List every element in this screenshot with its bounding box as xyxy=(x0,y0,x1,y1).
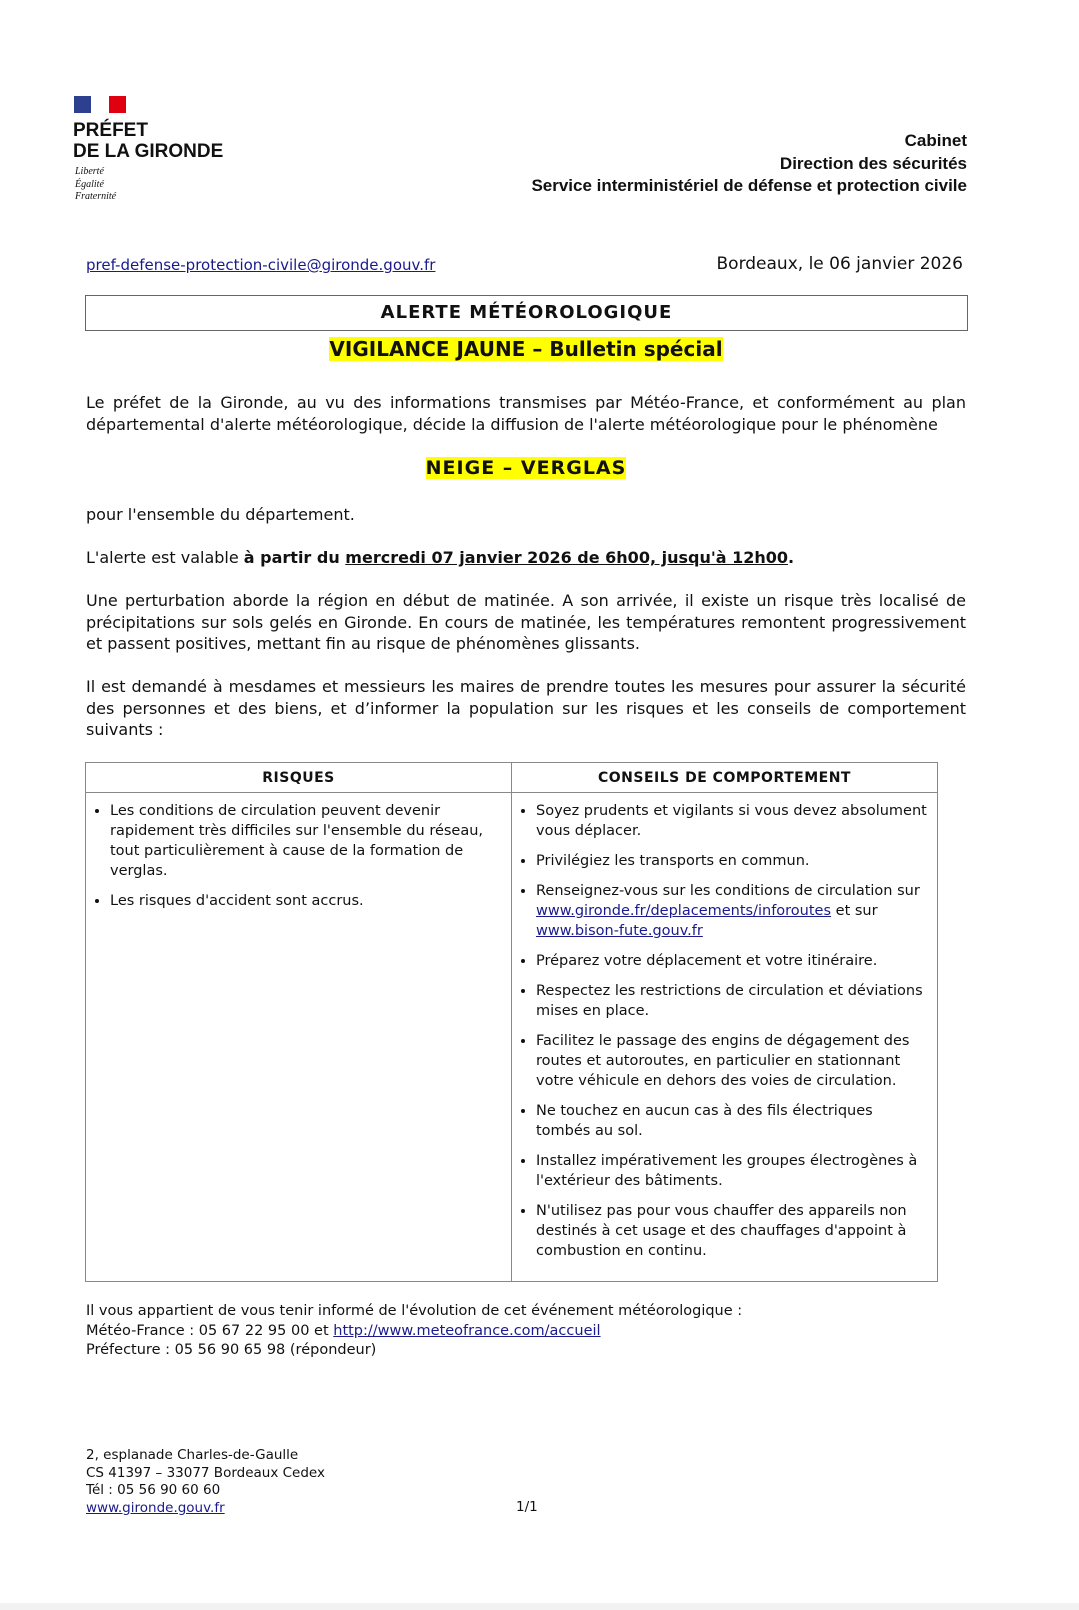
advice-item: • Ne touchez en aucun cas à des fils électriques tombés au sol. xyxy=(536,1101,931,1141)
scope: pour l'ensemble du département. xyxy=(86,505,355,524)
inforoutes-link[interactable]: www.gironde.fr/deplacements/inforoutes xyxy=(536,903,832,919)
service-header xyxy=(531,130,967,198)
risk-item: • Les conditions de circulation peuvent devenir rapidement très difficiles sur l'ensemble du réseau, tout particulièrement à cause de la formation de verglas. xyxy=(110,801,505,881)
advice-item: • Privilégiez les transports en commun. xyxy=(536,851,931,871)
request-paragraph: Il est demandé à mesdames et messieurs les maires de prendre toutes les mesures pour assurer la sécurité des personnes et des biens, et d’informer la population sur les risques et les conseils de comportement suivants : xyxy=(86,677,966,739)
document-title: ALERTE MÉTÉOROLOGIQUE xyxy=(85,295,968,331)
validity-suffix: . xyxy=(788,548,795,567)
page-number: 1/1 xyxy=(516,1499,538,1515)
risks-advice-table xyxy=(85,762,938,1282)
advice-item: • Facilitez le passage des engins de dégagement des routes et autoroutes, en particulier en stationnant votre véhicule en dehors des voies de circulation. xyxy=(536,1031,931,1091)
info-line: Il vous appartient de vous tenir informé de l'évolution de cet événement météorologique : xyxy=(86,1303,743,1319)
prefecture-logo-text xyxy=(73,120,223,162)
advice-text: Renseignez-vous sur les conditions de circulation sur xyxy=(536,883,920,899)
logo-line: DE LA GIRONDE xyxy=(73,141,224,162)
address-line: Tél : 05 56 90 60 60 xyxy=(86,1482,221,1498)
advice-text: et sur xyxy=(831,903,878,919)
address-line: 2, esplanade Charles-de-Gaulle xyxy=(86,1447,299,1463)
motto-line: Liberté xyxy=(75,166,104,177)
risks-header: RISQUES xyxy=(86,763,512,793)
prefecture-phone: Préfecture : 05 56 90 65 98 (répondeur) xyxy=(86,1342,377,1358)
advice-item: • Respectez les restrictions de circulation et déviations mises en place. xyxy=(536,981,931,1021)
service-line: Service interministériel de défense et protection civile xyxy=(531,176,967,195)
service-line: Cabinet xyxy=(904,131,967,150)
vigilance-level: VIGILANCE JAUNE – Bulletin spécial xyxy=(329,337,723,361)
advice-header: CONSEILS DE COMPORTEMENT xyxy=(512,763,938,793)
advice-item: • N'utilisez pas pour vous chauffer des appareils non destinés à cet usage et des chauffages d'appoint à combustion en continu. xyxy=(536,1201,931,1261)
motto-line: Égalité xyxy=(75,178,104,190)
bison-fute-link[interactable]: www.bison-fute.gouv.fr xyxy=(536,923,703,939)
description-paragraph: Une perturbation aborde la région en début de matinée. A son arrivée, il existe un risque très localisé de précipitations sur sols gelés en Gironde. En cours de matinée, les températures remontent progressivement et passent positives, mettant fin au risque de phénomènes glissants. xyxy=(86,591,966,653)
info-block xyxy=(86,1302,742,1361)
advice-item: • Préparez votre déplacement et votre itinéraire. xyxy=(536,951,931,971)
advice-item: • Installez impérativement les groupes électrogènes à l'extérieur des bâtiments. xyxy=(536,1151,931,1191)
phenomenon: NEIGE – VERGLAS xyxy=(425,457,627,479)
advice-item: • Soyez prudents et vigilants si vous devez absolument vous déplacer. xyxy=(536,801,931,841)
service-line: Direction des sécurités xyxy=(779,153,967,173)
email-link[interactable]: pref-defense-protection-civile@gironde.gouv.fr xyxy=(86,256,436,274)
footer-address xyxy=(86,1447,325,1517)
logo-line: PRÉFET xyxy=(73,120,148,141)
marianne-flag-logo xyxy=(74,96,126,113)
motto xyxy=(75,166,116,204)
website-link[interactable]: www.gironde.gouv.fr xyxy=(86,1499,225,1516)
meteo-france-phone: Météo-France : 05 67 22 95 00 et xyxy=(86,1322,334,1339)
validity xyxy=(86,547,966,569)
validity-period: mercredi 07 janvier 2026 de 6h00, jusqu'à 12h00 xyxy=(345,548,789,567)
address-line: CS 41397 – 33077 Bordeaux Cedex xyxy=(86,1464,325,1481)
motto-line: Fraternité xyxy=(75,191,117,202)
validity-prefix: L'alerte est valable xyxy=(86,548,244,567)
risk-item: • Les risques d'accident sont accrus. xyxy=(110,891,505,911)
advice-item xyxy=(536,881,931,941)
meteofrance-link[interactable]: http://www.meteofrance.com/accueil xyxy=(333,1322,601,1339)
date: Bordeaux, le 06 janvier 2026 xyxy=(716,254,963,274)
validity-bold: à partir du xyxy=(243,548,346,567)
subtitle xyxy=(0,337,1052,361)
intro-paragraph: Le préfet de la Gironde, au vu des informations transmises par Météo-France, et conformément au plan départemental d'alerte météorologique, décide la diffusion de l'alerte météorologique pour le phénomène xyxy=(86,393,966,434)
